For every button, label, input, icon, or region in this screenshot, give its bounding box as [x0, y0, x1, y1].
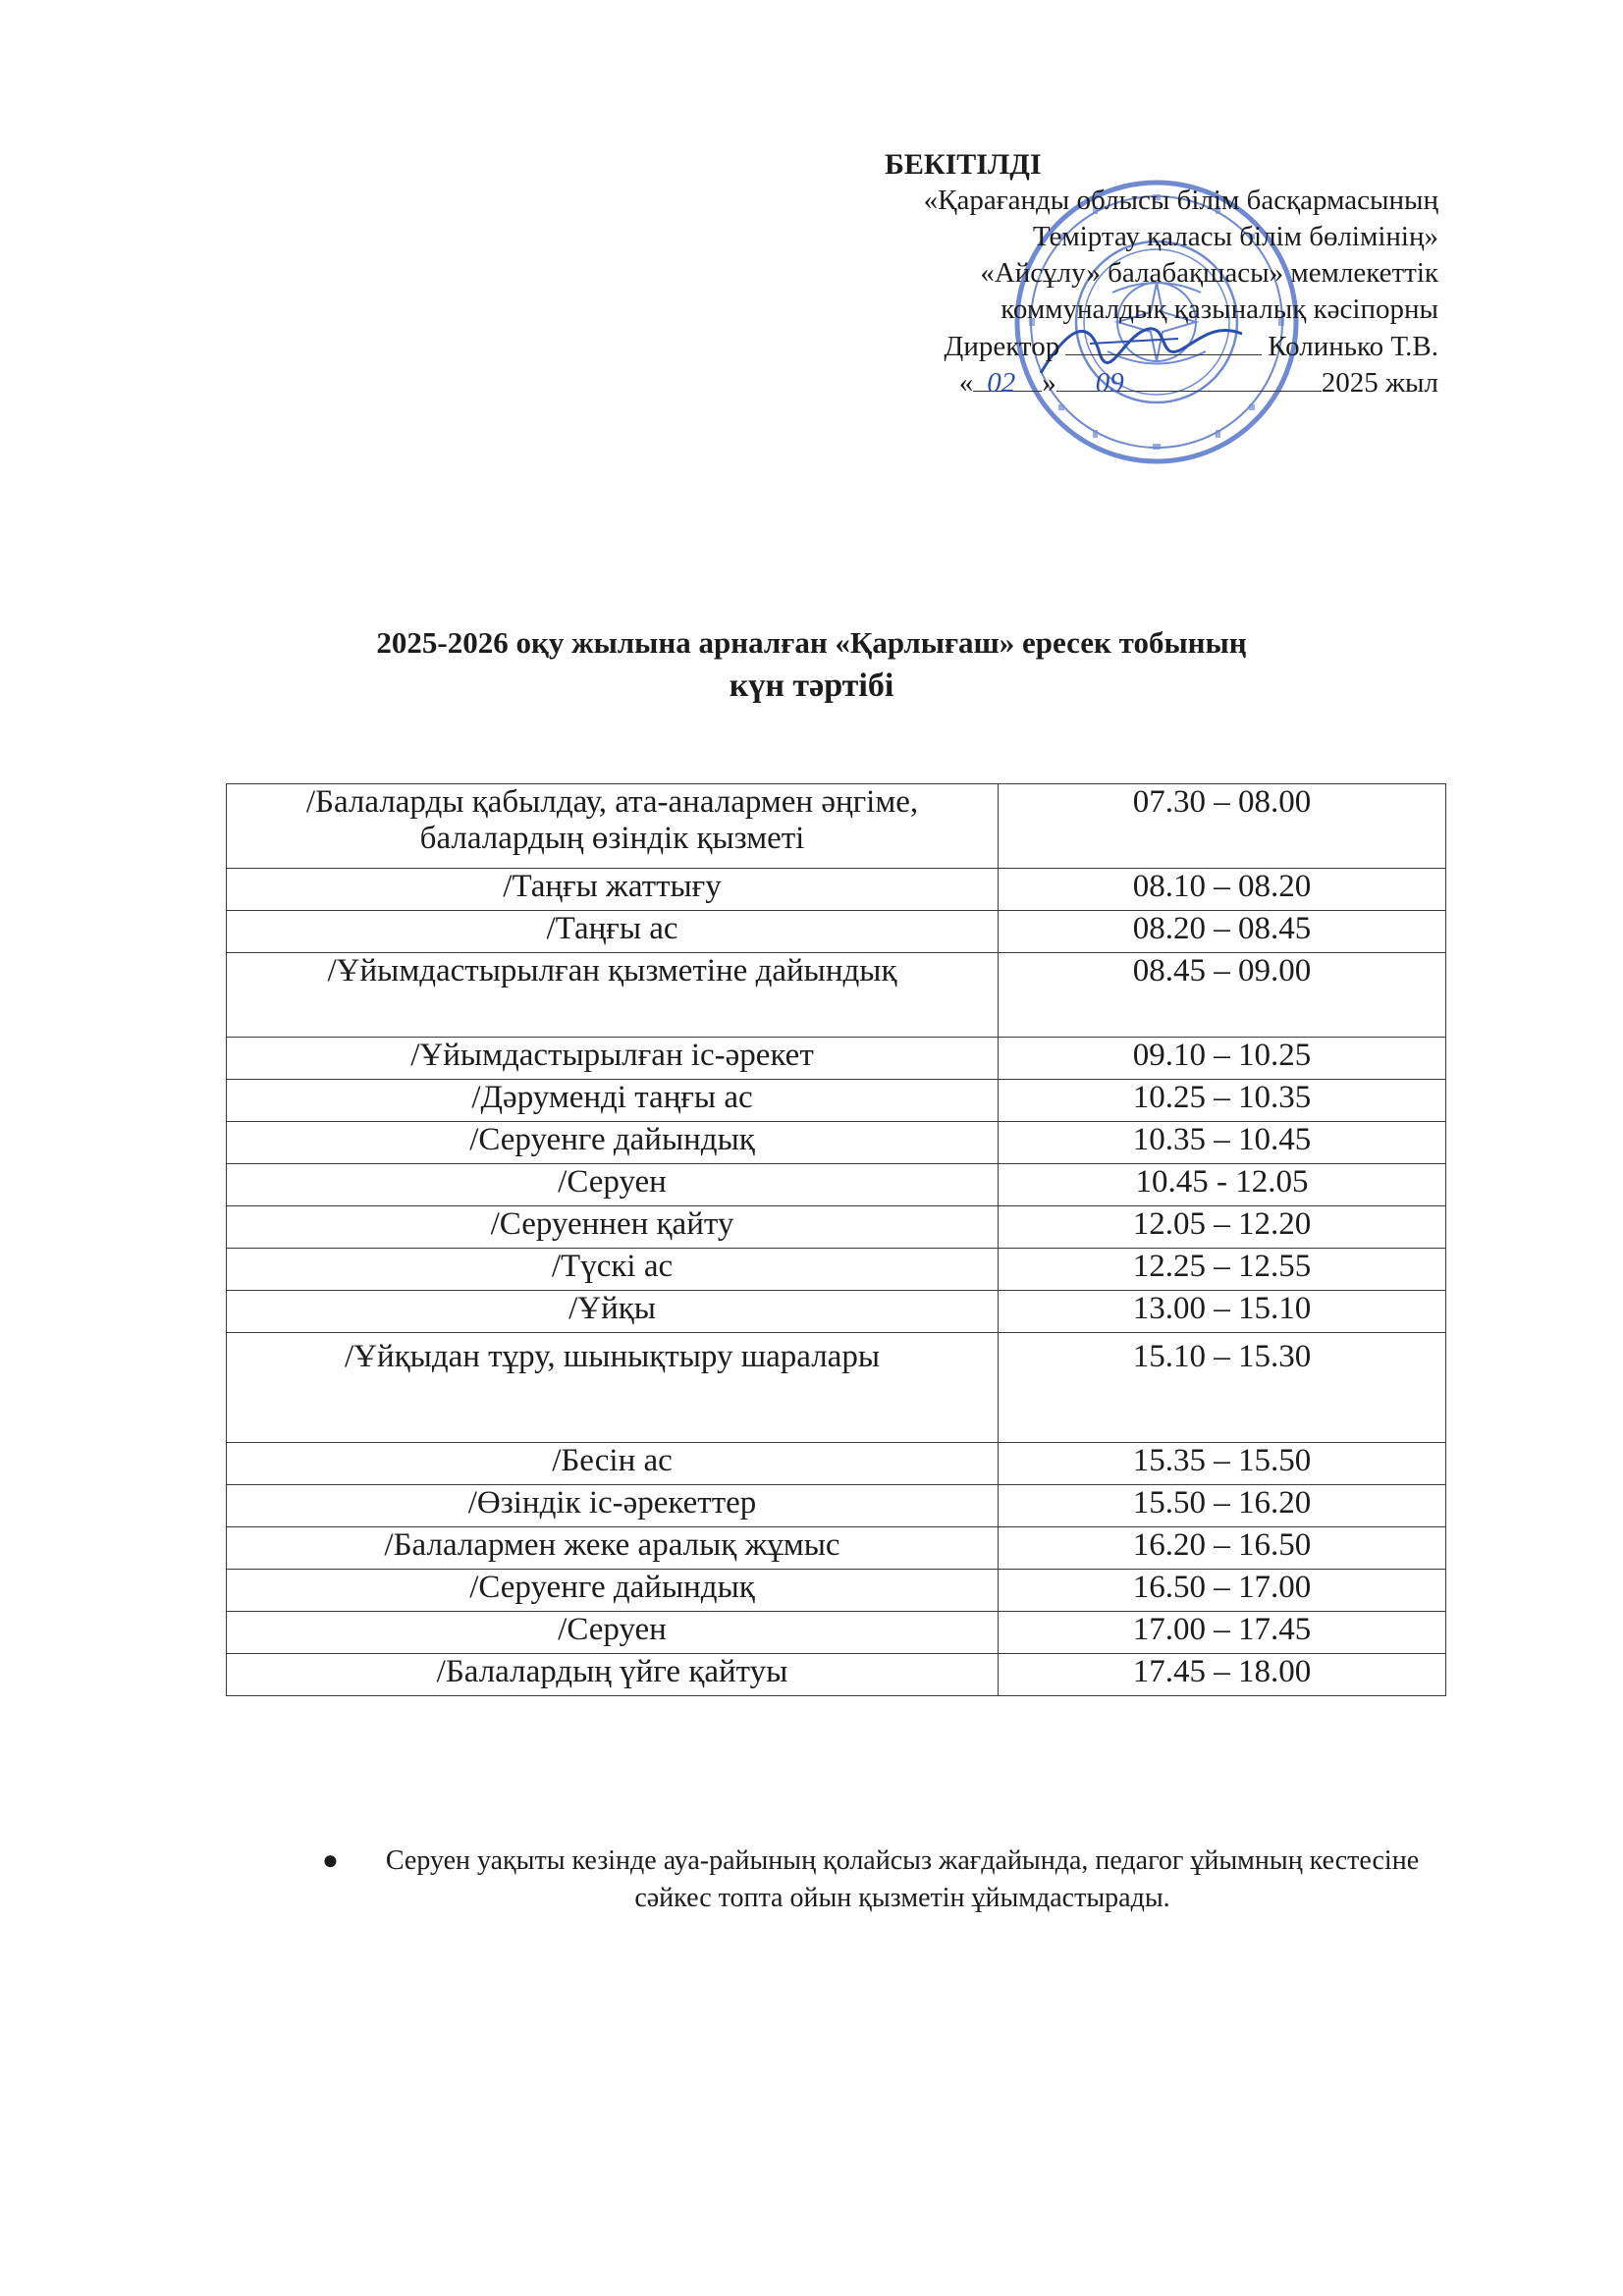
time-cell: 08.45 – 09.00: [999, 953, 1446, 1038]
date-month: 09: [1095, 367, 1124, 399]
time-cell: 16.50 – 17.00: [999, 1570, 1446, 1612]
time-cell: 08.10 – 08.20: [999, 869, 1446, 911]
time-cell: 09.10 – 10.25: [999, 1038, 1446, 1080]
table-row: [227, 1570, 1446, 1612]
table-row: [227, 1527, 1446, 1570]
signature-underline: [1065, 329, 1262, 355]
time-cell: 17.00 – 17.45: [999, 1612, 1446, 1654]
time-cell: 12.05 – 12.20: [999, 1206, 1446, 1249]
approval-line-2: Теміртау қаласы білім бөлімінің»: [1032, 221, 1438, 252]
schedule-body: [227, 784, 1446, 1696]
date-day: 02: [987, 367, 1016, 399]
activity-cell: /Серуеннен қайту: [227, 1206, 999, 1249]
time-cell: 15.10 – 15.30: [999, 1333, 1446, 1443]
table-row: [227, 1164, 1446, 1206]
activity-cell: /Балаларды қабылдау, ата-аналармен әңгіме, балалардың өзіндік қызметі: [227, 784, 999, 869]
approval-line-1: «Қарағанды облысы білім басқармасының: [923, 185, 1438, 216]
time-cell: 08.20 – 08.45: [999, 911, 1446, 953]
time-cell: 13.00 – 15.10: [999, 1291, 1446, 1333]
weather-note: [322, 1842, 1432, 1917]
time-cell: 16.20 – 16.50: [999, 1527, 1446, 1570]
document-subtitle: күн тәртібі: [729, 667, 894, 704]
date-day-underline: [973, 365, 1042, 399]
time-cell: 07.30 – 08.00: [999, 784, 1446, 869]
table-row: [227, 953, 1446, 1038]
activity-cell: /Балалармен жеке аралық жұмыс: [227, 1527, 999, 1570]
table-row: [227, 1485, 1446, 1527]
table-row: [227, 1249, 1446, 1291]
director-label: Директор: [944, 331, 1060, 362]
date-year: 2025 жыл: [1321, 367, 1438, 399]
table-row: [227, 1654, 1446, 1696]
daily-schedule-table: [226, 783, 1446, 1696]
activity-cell: /Серуен: [227, 1612, 999, 1654]
date-month-underline: [1056, 365, 1322, 399]
time-cell: 10.35 – 10.45: [999, 1122, 1446, 1164]
time-cell: 10.45 - 12.05: [999, 1164, 1446, 1206]
note-text: Серуен уақыты кезінде ауа-райының қолайсыз жағдайында, педагог ұйымның кестесіне сәйкес топта ойын қызметін ұйымдастырады.: [385, 1845, 1420, 1913]
approval-line-3: «Айсұлу» балабақшасы» мемлекеттік: [980, 257, 1438, 289]
activity-cell: /Өзіндік іс-әрекеттер: [227, 1485, 999, 1527]
activity-cell: /Ұйымдастырылған қызметіне дайындық: [227, 953, 999, 1038]
table-row: [227, 1122, 1446, 1164]
activity-cell: /Серуен: [227, 1164, 999, 1206]
approval-line-4: коммуналдық қазыналық кәсіпорны: [1001, 294, 1438, 325]
table-row: [227, 1333, 1446, 1443]
time-cell: 10.25 – 10.35: [999, 1080, 1446, 1122]
activity-cell: /Дәруменді таңғы ас: [227, 1080, 999, 1122]
activity-cell: /Таңғы ас: [227, 911, 999, 953]
table-row: [227, 911, 1446, 953]
table-row: [227, 1080, 1446, 1122]
approved-heading: БЕКІТІЛДІ: [885, 148, 1042, 181]
activity-cell: /Түскі ас: [227, 1249, 999, 1291]
time-cell: 15.50 – 16.20: [999, 1485, 1446, 1527]
activity-cell: /Бесін ас: [227, 1443, 999, 1485]
table-row: [227, 1291, 1446, 1333]
activity-cell: /Серуенге дайындық: [227, 1122, 999, 1164]
time-cell: 15.35 – 15.50: [999, 1443, 1446, 1485]
activity-cell: /Ұйқы: [227, 1291, 999, 1333]
table-row: [227, 1206, 1446, 1249]
table-row: [227, 1612, 1446, 1654]
document-title: 2025-2026 оқу жылына арналған «Қарлығаш» ересек тобының: [376, 625, 1247, 660]
table-row: [227, 1443, 1446, 1485]
date-line: [959, 365, 1438, 400]
activity-cell: /Ұйқыдан тұру, шынықтыру шаралары: [227, 1333, 999, 1443]
time-cell: 12.25 – 12.55: [999, 1249, 1446, 1291]
activity-cell: /Балалардың үйге қайтуы: [227, 1654, 999, 1696]
activity-cell: /Таңғы жаттығу: [227, 869, 999, 911]
time-cell: 17.45 – 18.00: [999, 1654, 1446, 1696]
director-line: [945, 329, 1438, 364]
date-close-quote: »: [1042, 367, 1056, 399]
date-open-quote: «: [958, 367, 974, 399]
activity-cell: /Серуенге дайындық: [227, 1570, 999, 1612]
activity-cell: /Ұйымдастырылған іс-әрекет: [227, 1038, 999, 1080]
table-row: [227, 869, 1446, 911]
table-row: [227, 1038, 1446, 1080]
bullet-icon: ●: [322, 1845, 339, 1876]
table-row: [227, 784, 1446, 869]
director-name: Колинько Т.В.: [1268, 331, 1438, 362]
